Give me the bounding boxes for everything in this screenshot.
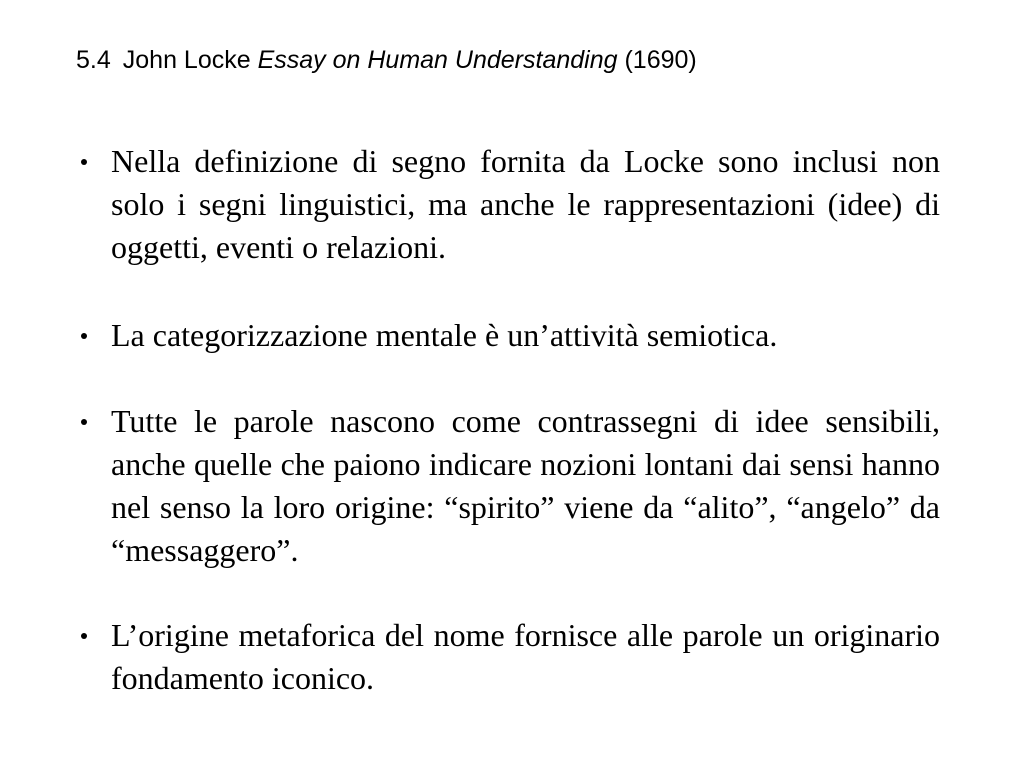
bullet-dot-icon — [81, 419, 87, 425]
title-year: (1690) — [624, 46, 697, 74]
bullet-text: L’origine metaforica del nome fornisce alle parole un originario fondamento iconico. — [111, 617, 940, 696]
section-number: 5.4 — [76, 46, 111, 74]
bullet-dot-icon — [81, 159, 87, 165]
title-work: Essay on Human Understanding — [257, 46, 618, 74]
bullet-text: Nella definizione di segno fornita da Locke sono inclusi non solo i segni linguistici, ma anche le rappresentazioni (idee) di oggetti, eventi o relazioni. — [111, 143, 940, 265]
bullet-text: Tutte le parole nascono come contrassegni di idee sensibili, anche quelle che paiono indicare nozioni lontani dai sensi hanno nel senso la loro origine: “spirito” viene da “alito”, “angelo” da “messaggero”. — [111, 403, 940, 568]
bullet-dot-icon — [81, 633, 87, 639]
bullet-text: La categorizzazione mentale è un’attività semiotica. — [111, 317, 778, 353]
bullet-dot-icon — [81, 333, 87, 339]
title-author: John Locke — [122, 46, 251, 74]
